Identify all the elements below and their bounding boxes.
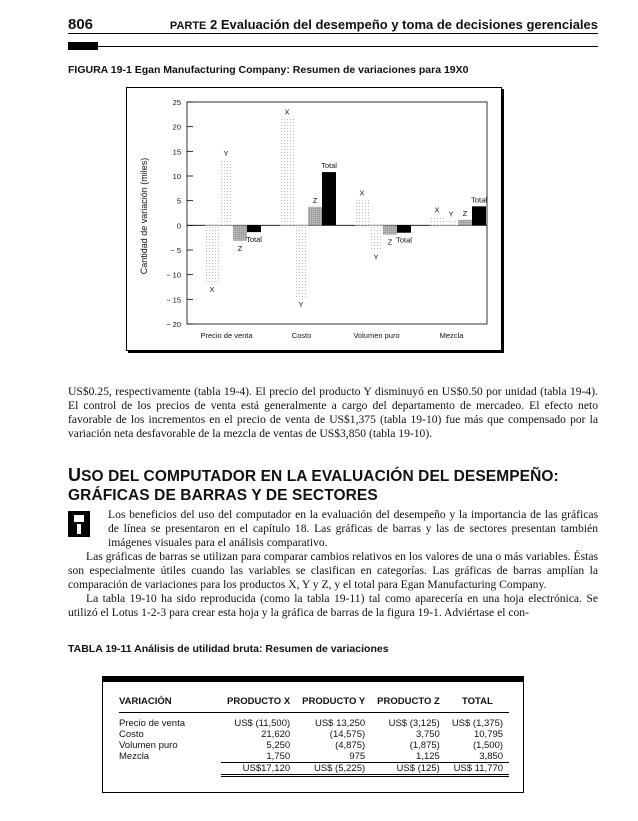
figure-caption: FIGURA 19-1 Egan Manufacturing Company: Resumen de variaciones para 19X0 [68,64,469,76]
table-row [119,740,509,751]
table-cell: (14,575) [329,729,366,740]
bar-label: X [284,107,290,117]
bar-label: Y [298,300,304,310]
header-rule [68,33,598,34]
plot-area [166,98,487,340]
y-tick-label: 5 [176,196,181,206]
section-title-line-2: GRÁFICAS DE BARRAS Y DE SECTORES [68,487,378,504]
bar-total [247,225,261,232]
table-cell: (1,875) [409,740,440,751]
page-number: 806 [68,16,94,33]
paragraph-1: US$0.25, respectivamente (tabla 19-4). El precio del producto Y disminuyó en US$0.50 por unidad (tabla 19-4). El control de los precios de venta está generalmente a cargo del departamento de mercadeo. El efecto neto favorable de los incrementos en el precio de venta de US$1,375 (tabla 19-10) fue más que compensado por la variación neta desfavorable de la mezcla de ventas de US$3,850 (tabla 19-10). [68,385,598,440]
row-label: Precio de venta [119,718,186,729]
bar-label: Z [312,195,318,205]
bar-label: Y [448,209,454,219]
total-label [119,763,221,776]
variance-bar-chart [127,88,501,350]
bar-label: X [209,285,215,295]
table-total-row [119,763,509,776]
bar-label: Total [471,195,487,205]
col-header-variacion: VARIACIÓN [119,694,221,713]
bar-label: Z [387,237,393,247]
table-cell: US$ (3,125) [388,718,440,729]
table-row [119,729,509,740]
section-title-initial: U [68,465,82,485]
paragraph-2: Los beneficios del uso del computador en la evaluación del desempeño y la importancia de las gráficas de línea se presentaron en el capítulo 18. Las gráficas de barras y las de sectores presentan también imágenes visuales para el análisis comparativo. [108,508,598,549]
total-cell: US$ (5,225) [296,763,371,776]
total-cell: US$ 11,770 [446,763,509,776]
col-header-producto-x: PRODUCTO X [221,694,296,713]
table-cell: 1,125 [371,751,446,763]
bar-z [458,220,472,226]
col-header-producto-z: PRODUCTO Z [371,694,446,713]
bar-label: Total [396,235,412,245]
table-cell: US$ (11,500) [234,718,291,729]
bar-label: Total [321,161,337,171]
bar-x [430,217,444,226]
table-cell: 3,850 [446,751,509,763]
table-cell: US$ (1,375) [451,718,504,729]
bar-y [444,221,458,226]
bar-z [233,225,247,240]
section-title-line-1 [68,466,608,486]
bar-x [280,119,294,226]
table-cell: 3,750 [416,729,440,740]
bar-x [355,199,369,225]
variance-summary-table [119,694,509,777]
section-title [68,466,608,505]
x-category-label: Precio de venta [200,331,253,340]
row-label: Costo [119,729,144,740]
running-head-title: 2 Evaluación del desempeño y toma de decisiones gerenciales [206,17,598,32]
bar-x [205,225,219,282]
bar-label: X [434,205,440,215]
x-category-label: Mezcla [439,331,464,340]
x-category-label: Volumen puro [353,331,400,340]
y-tick-label: − 15 [166,295,181,305]
y-tick-label: − 5 [170,246,181,255]
bar-label: X [359,188,365,198]
y-tick-label: 0 [176,221,181,231]
table-row [119,751,509,763]
y-tick-label: 10 [172,172,181,181]
table-frame [102,676,524,793]
bar-y [369,225,383,249]
header-block-marker [68,42,98,50]
bar-total [322,172,336,225]
bar-label: Y [223,148,229,158]
bar-label: Z [237,243,243,253]
bar-label: Y [373,252,379,262]
total-cell: US$ (125) [371,763,446,776]
paragraph-4: La tabla 19-10 ha sido reproducida (como la tabla 19-11) tal como aparecería en una hoja electrónica. Se utilizó el Lotus 1-2-3 para crear esta hoja y la gráfica de barras de la figura 19-1. Adviértase el con- [68,592,598,619]
table-cell: 5,250 [266,740,291,751]
table-row [119,718,509,729]
header-thin-rule [98,46,598,47]
figure-frame [126,87,502,351]
table-cell: 10,795 [473,729,504,740]
table-cell: US$ 13,250 [314,718,366,729]
table-cell: 1,750 [221,751,296,763]
paragraph-3: Las gráficas de barras se utilizan para comparar cambios relativos en los valores de una o más variables. Éstas son especialmente útiles cuando las variables se clasifican en categorías. Las gráficas de barras amplían la comparación de variaciones para los productos X, Y y Z, y el total para Egan Manufacturing Company. [68,550,598,591]
table-cell: 975 [296,751,371,763]
floppy-disk-icon [68,511,90,537]
bar-total [472,206,486,225]
x-category-label: Costo [291,331,312,340]
bar-label: Z [462,208,468,218]
y-tick-label: 15 [172,147,181,157]
bar-y [219,160,233,225]
col-header-total: TOTAL [446,694,509,713]
table-cell: 21,620 [261,729,291,740]
total-cell: US$17,120 [221,763,296,776]
section-title-line-1-rest: SO DEL COMPUTADOR EN LA EVALUACIÓN DEL DESEMPEÑO: [81,468,559,485]
row-label: Volumen puro [119,740,178,751]
table-caption: TABLA 19-11 Análisis de utilidad bruta: Resumen de variaciones [68,643,389,655]
bar-y [294,225,308,297]
y-tick-label: − 20 [166,320,181,329]
paragraphs-block [68,550,598,620]
table-cell: (4,875) [335,740,366,751]
table-cell: (1,500) [472,740,504,751]
y-tick-label: 20 [172,122,181,132]
bar-z [383,225,397,234]
running-head [170,17,598,32]
y-tick-label: − 10 [166,270,181,280]
row-label: Mezcla [119,751,150,763]
bar-total [397,225,411,232]
bar-z [308,207,322,226]
y-tick-label: 25 [172,98,181,107]
bar-label: Total [246,235,262,245]
table-header-row [119,694,509,713]
running-head-part: PARTE [169,20,207,32]
col-header-producto-y: PRODUCTO Y [296,694,371,713]
y-axis-label: Cantidad de variación (miles) [139,157,149,275]
